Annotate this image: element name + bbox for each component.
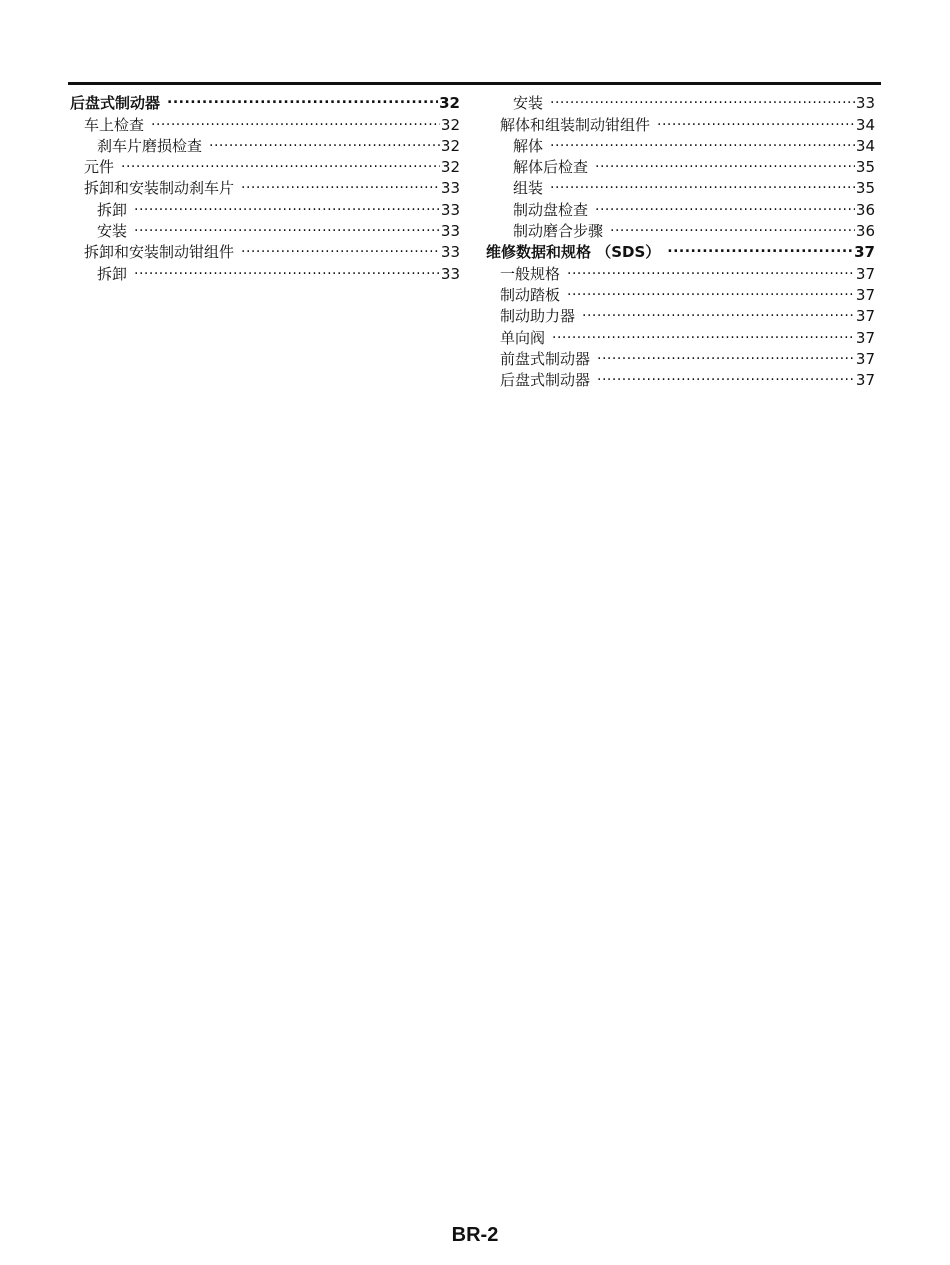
toc-entry-label: 解体后检查	[513, 158, 589, 177]
toc-dot-leader	[597, 364, 855, 385]
toc-entry-page: 37	[854, 243, 875, 262]
toc-dot-leader	[610, 215, 855, 236]
toc-entry-page: 34	[855, 136, 875, 155]
toc-entry-label: 前盘式制动器	[500, 349, 591, 368]
toc-entry-label: 元件	[84, 158, 115, 177]
toc-entry-label: 单向阀	[500, 328, 546, 347]
toc-dot-leader	[550, 130, 855, 151]
toc-entry-page: 32	[440, 136, 460, 155]
toc-entry-label: 解体和组装制动钳组件	[500, 115, 651, 134]
toc-dot-leader	[121, 151, 440, 172]
toc-entry-page: 32	[439, 94, 460, 113]
toc-entry-label: 拆卸	[97, 200, 128, 219]
toc-dot-leader	[550, 87, 855, 108]
toc-entry-page: 35	[855, 158, 875, 177]
top-rule	[68, 82, 881, 85]
toc-entry-label: 车上检查	[84, 115, 145, 134]
toc-dot-leader	[667, 236, 853, 257]
toc-dot-leader	[167, 87, 438, 108]
toc-dot-leader	[595, 151, 855, 172]
toc-dot-leader	[241, 236, 440, 257]
toc-entry-page: 37	[855, 264, 875, 283]
toc-entry-page: 36	[855, 222, 875, 241]
toc-entry-page: 33	[855, 94, 875, 113]
toc-entry-label: 组装	[513, 179, 544, 198]
toc-dot-leader	[151, 108, 440, 129]
toc-entry-label: 一般规格	[500, 264, 561, 283]
toc-entry-page: 37	[855, 285, 875, 304]
toc-dot-leader	[595, 193, 855, 214]
toc-dot-leader	[597, 343, 855, 364]
toc-entry-page: 33	[440, 200, 460, 219]
toc-entry-page: 37	[855, 328, 875, 347]
toc-entry-page: 37	[855, 371, 875, 390]
toc-dot-leader	[134, 215, 440, 236]
toc-dot-leader	[657, 108, 855, 129]
toc-entry-label: 制动踏板	[500, 285, 561, 304]
toc-entry-page: 34	[855, 115, 875, 134]
toc-entry-page: 33	[440, 222, 460, 241]
toc-entry-label: 拆卸和安装制动钳组件	[84, 243, 235, 262]
toc-dot-leader	[209, 130, 440, 151]
toc-entry-page: 37	[855, 307, 875, 326]
toc-entry-label: 安装	[97, 222, 128, 241]
toc-entry-page: 32	[440, 115, 460, 134]
toc-entry-label: 拆卸和安装制动刹车片	[84, 179, 235, 198]
toc-dot-leader	[567, 257, 855, 278]
toc-dot-leader	[550, 172, 855, 193]
toc-entry-page: 33	[440, 264, 460, 283]
toc-dot-leader	[567, 279, 855, 300]
toc-entry-label: 安装	[513, 94, 544, 113]
toc-entry-page: 33	[440, 243, 460, 262]
toc-entry-page: 35	[855, 179, 875, 198]
toc-entry-label: 拆卸	[97, 264, 128, 283]
toc-entry-label: 后盘式制动器	[70, 94, 161, 113]
page-number: BR-2	[451, 1224, 499, 1246]
toc-dot-leader	[134, 193, 440, 214]
toc-entry-page: 36	[855, 200, 875, 219]
toc-entry[interactable]	[70, 151, 460, 177]
toc-entry[interactable]	[70, 172, 460, 198]
toc-dot-leader	[552, 321, 855, 342]
toc-entry[interactable]	[486, 87, 875, 113]
toc-entry-label: 解体	[513, 136, 544, 155]
toc-entry[interactable]	[70, 87, 460, 113]
toc-entry-label: 制动盘检查	[513, 200, 589, 219]
toc-dot-leader	[241, 172, 440, 193]
toc-dot-leader	[134, 257, 440, 278]
toc-column-right	[486, 87, 875, 390]
toc-entry-page: 32	[440, 158, 460, 177]
toc-entry-label: 制动磨合步骤	[513, 222, 604, 241]
toc-dot-leader	[582, 300, 855, 321]
toc-entry-label: 制动助力器	[500, 307, 576, 326]
toc-entry-label: 维修数据和规格 （SDS）	[486, 243, 661, 262]
toc-entry-page: 37	[855, 349, 875, 368]
toc-entry-label: 后盘式制动器	[500, 371, 591, 390]
toc-entry-page: 33	[440, 179, 460, 198]
toc-entry-label: 刹车片磨损检查	[97, 136, 203, 155]
toc-column-left	[70, 87, 460, 283]
